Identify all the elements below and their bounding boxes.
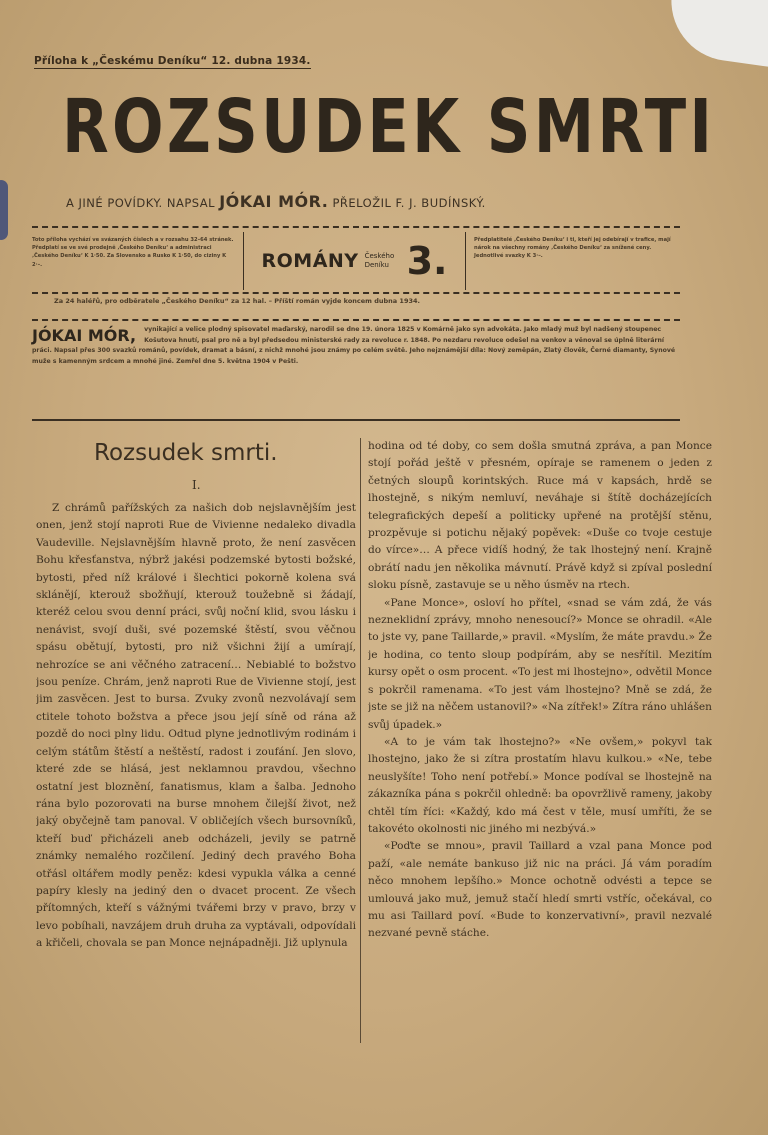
supplement-note: Příloha k „Českému Deníku“ 12. dubna 1934.: [34, 55, 311, 67]
paragraph: «A to je vám tak lhostejno?» «Ne ovšem,» pokyvl tak lhostejno, jako že si zítra prostatím hlavu kulkou.» «Ne, tebe neuslyšíte! Toho není potřebí.» Monce podíval se lhostejně na zákazníka pána s pokrčil ohledně: ba opovržlivě rameny, jakoby chtěl tím říci: «Každý, kdo má čest v těle, musí umříti, že se takovéto okolnosti nic jiného mi nezbývá.»: [368, 735, 712, 835]
series-sub: Českého Deníku: [364, 252, 395, 269]
series-label: [243, 232, 466, 290]
edge-stain: [0, 180, 8, 240]
chapter-number: I.: [192, 478, 201, 492]
byline: [66, 192, 486, 211]
bio-text: vynikající a velice plodný spisovatel maďarský, narodil se dne 19. února 1825 v Komárně jako syn advokáta. Jako mladý muž byl nadšený stoupenec Košutova hnutí, psal pro ně a byl předsedou ministerské rady za revoluce r. 1848. Po nezdaru revoluce odešel na venkov a věnoval se úplně literární práci. Napsal přes 300 svazků románů, povídek, dramat a básní, z nichž mnohé jsou známy po celém světě. Jeho nejznámější díla: Nový zeměpán, Zlatý člověk, Černé diamanty, Synové muže s kamenným srdcem a mnohé jiné. Zemřel dne 5. května 1904 v Pešti.: [32, 326, 676, 365]
issue-number: 3.: [406, 239, 448, 283]
rule-banner-bottom: [32, 292, 680, 294]
byline-author: JÓKAI MÓR.: [219, 192, 329, 211]
paragraph: «Pane Monce», osloví ho přítel, «snad se vám zdá, že vás nezneklidní zprávy, mnoho nenesoucí?» Monce se ohradil. «Ale to jste vy, pane Taillarde,» pravil. «Myslím, že máte pravdu.» Že je hodina, co tento sloup podpírám, aby se nesřítil. Mezitím kursy opět o osm procent. «To jest mi lhostejno», odvětil Monce s pokrčil ramenama. «To jest vám lhostejno? Mně se zdá, že jste se již na něčem ustanovil?» «Na zítřek!» Zítra ráno uhlášen svůj úpadek.»: [368, 596, 712, 731]
rule-bio-bottom: [32, 419, 680, 421]
story-column-right: [368, 438, 712, 1038]
story-title: Rozsudek smrti.: [94, 440, 278, 466]
author-bio: [32, 325, 682, 367]
rule-price-bottom: [32, 319, 680, 321]
rule-top: [32, 226, 680, 228]
series-banner: [32, 232, 680, 290]
paragraph: Z chrámů pařížských za našich dob nejslavnějším jest onen, jenž stojí naproti Rue de Vivienne nedaleko divadla Vaudeville. Nejslavnějším hlavně proto, že není zasvěcen Bohu křesťanstva, nýbrž jakési podzemské bytosti božské, bytosti, před níž králové i šlechtici pokorně kolena svá sklánějí, kterouž sbožňují, kterouž toužebně si žádají, kteréž celou svou denní práci, svůj noční klid, svou lásku i nenávist, svojí duši, své pozemské štěstí, svou věčnou spásu obětují, bytosti, pro niž všichni žijí a umírají, nehrozíce se ani věčného zatracení… Nebiablé to božstvo jsou peníze. Chrám, jenž naproti Rue de Vivienne stojí, jest jim zasvěcen. Jest to bursa. Zvuky zvonů nezvolávají sem ctitele tohoto božstva a přece jsou její síně od rána až pozdě do noci plny lidu. Odtud plyne jednotlivým rodinám i celým státům štěstí a neštěstí, radost i zoufání. Jen slovo, které zde se hlásá, jest neklamnou pravdou, všechno ostatní jest bloznění, fanatismus, klam a šalba. Jednoho rána bylo pozorovati na burse mnohem čilejší život, než jaký obyčejně tam panoval. V obličejích všech bursovníků, kteří buď přicházeli aneb odcházeli, jevily se patrně známky nemalého rozčilení. Jediný dech pravého Boha otřásl oltářem modly peněz: kdesi vypukla válka a cenné papíry klesly na jediný den o dvacet procent. Ze všech přítomných, kteří s vážnými tvářemi brzy v pravo, brzy v levo pobíhali, navzájem druh druha za vyptávali, odpovídali a křičeli, chovala se pan Monce nejnápadněji. Již uplynula: [36, 502, 356, 950]
column-divider: [360, 438, 361, 1043]
story-column-left: [36, 500, 356, 1038]
banner-left-text: Toto příloha vychází ve svázaných číslech a v rozsahu 32–64 stránek. Předplatí se ve své prodejně ‚Českého Deníku‘ a administraci ‚Českého Deníku‘ K 1·50. Za Slovensko a Rusko K 1·50, do ciziny K 2·–.: [32, 237, 234, 268]
page-title: ROZSUDEK SMRTI: [62, 84, 716, 170]
price-line: Za 24 haléřů, pro odběratele „Českého Deníku“ za 12 hal. – Příští román vyjde koncem dubna 1934.: [54, 297, 420, 305]
bio-name: JÓKAI MÓR,: [32, 326, 137, 345]
banner-right-text: Předplatitelé ‚Českého Deníku‘ i ti, kteří jej odebírají v trafice, mají nárok na všechny romány ‚Českého Deníku‘ za snížené ceny. Jednotlivé svazky K 3·–.: [474, 237, 671, 260]
series-name: ROMÁNY: [261, 250, 359, 272]
torn-corner: [664, 0, 768, 67]
paragraph: hodina od té doby, co sem došla smutná zpráva, a pan Monce stojí pořád ještě v přesném, opíraje se ramenem o jeden z četných sloupů korintských. Ruce má v kapsách, hrdě se lhostejně, s nikým nemluví, neváhaje si štítě docházejících telegrafických depeší a politicky upřené na protější stěnu, prozpěvuje si potichu nějaký popěvek: «Duše co tvoje cestuje do vírce»… A přece vidíš hodný, že tak lhostejný není. Krajně obrátí nadu jen několika mávnutí. Právě když si zpíval poslední sloku písně, zastavuje se u něho úsměv na rtech.: [368, 440, 712, 592]
byline-translator: PŘELOŽIL F. J. BUDÍNSKÝ.: [332, 196, 486, 210]
byline-prefix: A JINÉ POVÍDKY. NAPSAL: [66, 196, 216, 210]
paragraph: «Poďte se mnou», pravil Taillard a vzal pana Monce pod paží, «ale nemáte bankuso již nic na práci. Já vám poradím něco mnohem lepšího.» Monce ochotně odvésti a tepce se umlouvá jako muž, jemuž stačí hledí smrti vstříc, očekával, co mu asi Taillard poví. «Bude to konzervativní», pravil nezvalé nezvané pevně stáche.: [368, 840, 712, 940]
